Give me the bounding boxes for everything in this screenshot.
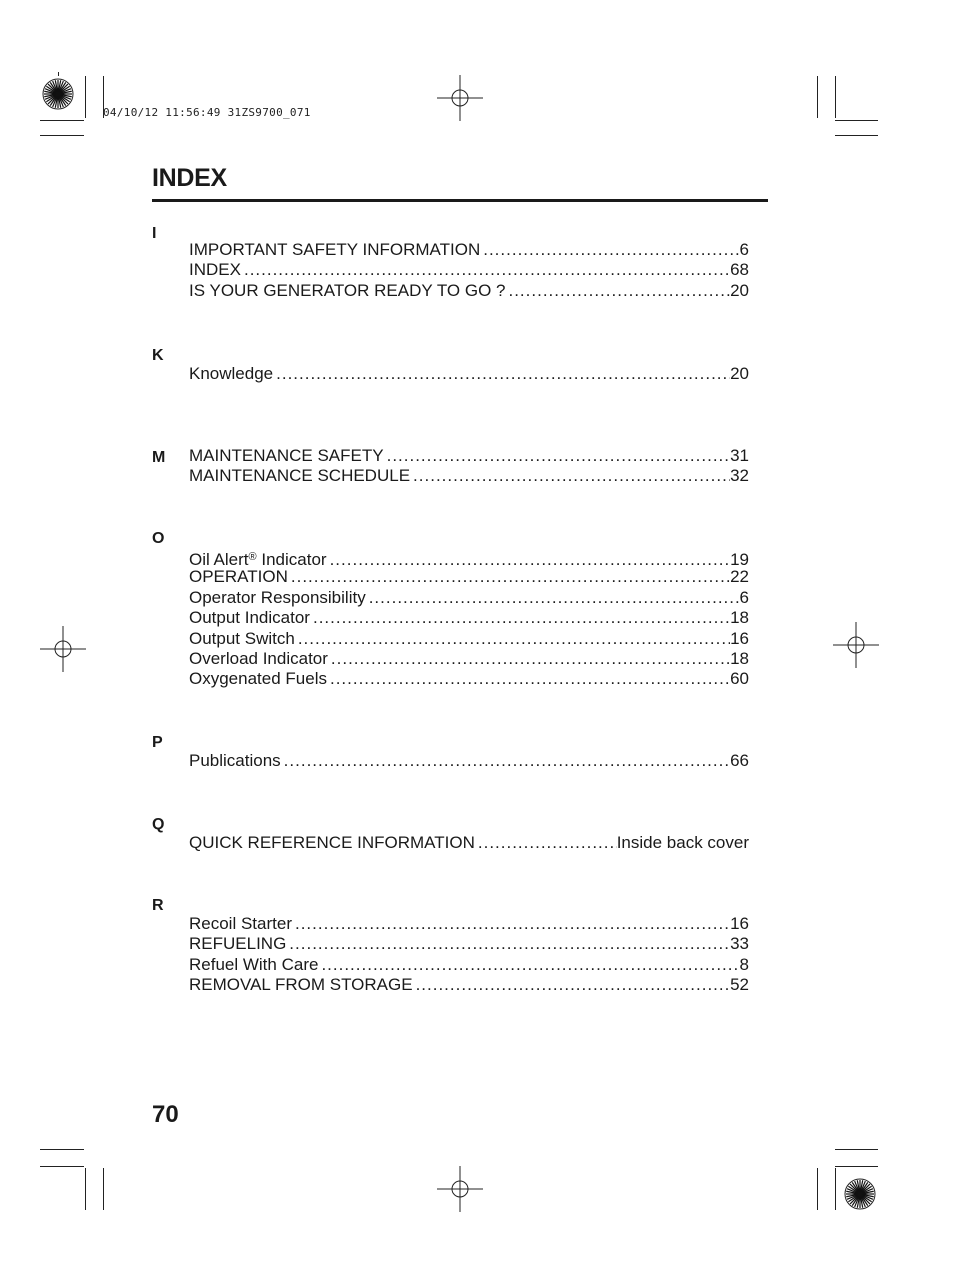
entry-page: 18 (730, 608, 749, 628)
entry-name: Recoil Starter (189, 914, 292, 933)
dot-leader (330, 550, 731, 567)
entry-page: 60 (730, 669, 749, 689)
dot-leader (478, 833, 617, 853)
dot-leader (508, 281, 730, 301)
entry-name: Overload Indicator (189, 648, 328, 668)
entry-page: Inside back cover (616, 833, 749, 852)
dot-leader (331, 649, 730, 669)
entry-page: 66 (730, 751, 749, 770)
entry-name: OPERATION (189, 567, 288, 587)
entry-page: 16 (730, 628, 749, 648)
index-entry[interactable] (189, 833, 749, 853)
index-entries (189, 240, 749, 301)
index-entry[interactable] (189, 608, 749, 628)
index-entry[interactable] (189, 260, 749, 280)
entry-name: IMPORTANT SAFETY INFORMATION (189, 240, 481, 259)
crosshair-icon (437, 75, 483, 121)
entry-name: INDEX (189, 260, 241, 280)
dot-leader (321, 955, 739, 975)
entry-name: Oil Alert® Indicator (189, 550, 327, 568)
entry-page: 18 (730, 648, 749, 668)
index-entry[interactable] (189, 934, 749, 954)
page-title: INDEX (152, 164, 227, 192)
entry-name: MAINTENANCE SCHEDULE (189, 466, 411, 486)
section-letter: O (152, 530, 165, 547)
entry-page: 52 (730, 975, 749, 995)
entry-page: 32 (730, 466, 749, 486)
dot-leader (276, 364, 730, 384)
entry-page: 31 (730, 446, 749, 465)
entry-name: IS YOUR GENERATOR READY TO GO ? (189, 280, 506, 300)
dot-leader (416, 975, 731, 995)
index-entry[interactable] (189, 975, 749, 995)
entry-page: 19 (730, 550, 749, 568)
entry-name: REFUELING (189, 934, 287, 954)
dot-leader (289, 934, 730, 954)
entry-page: 6 (739, 587, 749, 607)
dot-leader (244, 260, 730, 280)
section-letter: M (152, 449, 166, 466)
section-letter: Q (152, 816, 165, 833)
registered-mark: ® (248, 551, 257, 563)
index-entries (189, 833, 749, 853)
index-entry[interactable] (189, 914, 749, 934)
entry-page: 20 (730, 364, 749, 383)
section-letter: K (152, 347, 164, 364)
registration-sunburst-icon (842, 1176, 878, 1212)
dot-leader (291, 567, 730, 587)
page-number: 70 (152, 1101, 179, 1128)
dot-leader (295, 914, 730, 934)
dot-leader (284, 751, 730, 771)
print-stamp: 04/10/12 11:56:49 31ZS9700_071 (103, 106, 311, 119)
dot-leader (330, 669, 730, 689)
index-entries (189, 364, 749, 384)
entry-page: 6 (739, 240, 749, 259)
index-entries (189, 751, 749, 771)
index-entries (189, 914, 749, 996)
index-entry[interactable] (189, 649, 749, 669)
entry-name: Operator Responsibility (189, 587, 366, 607)
crosshair-icon (437, 1166, 483, 1212)
index-entry[interactable] (189, 751, 749, 771)
entry-name: QUICK REFERENCE INFORMATION (189, 833, 475, 852)
index-entry[interactable] (189, 240, 749, 260)
entry-name: MAINTENANCE SAFETY (189, 446, 384, 465)
crosshair-icon (833, 622, 879, 668)
registration-sunburst-icon (40, 76, 76, 112)
index-entry[interactable] (189, 955, 749, 975)
section-letter: I (152, 225, 157, 242)
index-entry[interactable] (189, 466, 749, 486)
index-entry[interactable] (189, 629, 749, 649)
entry-page: 8 (739, 954, 749, 974)
entry-name: Output Indicator (189, 608, 310, 628)
index-entry[interactable] (189, 364, 749, 384)
entry-page: 16 (730, 914, 749, 933)
entry-page: 20 (730, 280, 749, 300)
dot-leader (387, 446, 730, 466)
entry-name: Oxygenated Fuels (189, 669, 327, 689)
crosshair-icon (40, 626, 86, 672)
index-entry[interactable] (189, 446, 749, 466)
dot-leader (483, 240, 739, 260)
entry-name: Output Switch (189, 628, 295, 648)
dot-leader (298, 629, 730, 649)
index-entry[interactable] (189, 547, 749, 567)
entry-page: 68 (730, 260, 749, 280)
dot-leader (313, 608, 730, 628)
entry-name: REMOVAL FROM STORAGE (189, 975, 413, 995)
dot-leader (369, 588, 740, 608)
section-letter: P (152, 734, 163, 751)
index-entry[interactable] (189, 567, 749, 587)
entry-page: 33 (730, 934, 749, 954)
index-entry[interactable] (189, 669, 749, 689)
index-entries (189, 547, 749, 690)
entry-page: 22 (730, 567, 749, 587)
entry-name: Publications (189, 751, 281, 770)
index-entries (189, 446, 749, 487)
section-letter: R (152, 897, 164, 914)
entry-name: Knowledge (189, 364, 274, 383)
title-rule (152, 199, 768, 202)
dot-leader (413, 466, 730, 486)
entry-name: Refuel With Care (189, 954, 319, 974)
index-entry[interactable] (189, 281, 749, 301)
index-entry[interactable] (189, 588, 749, 608)
